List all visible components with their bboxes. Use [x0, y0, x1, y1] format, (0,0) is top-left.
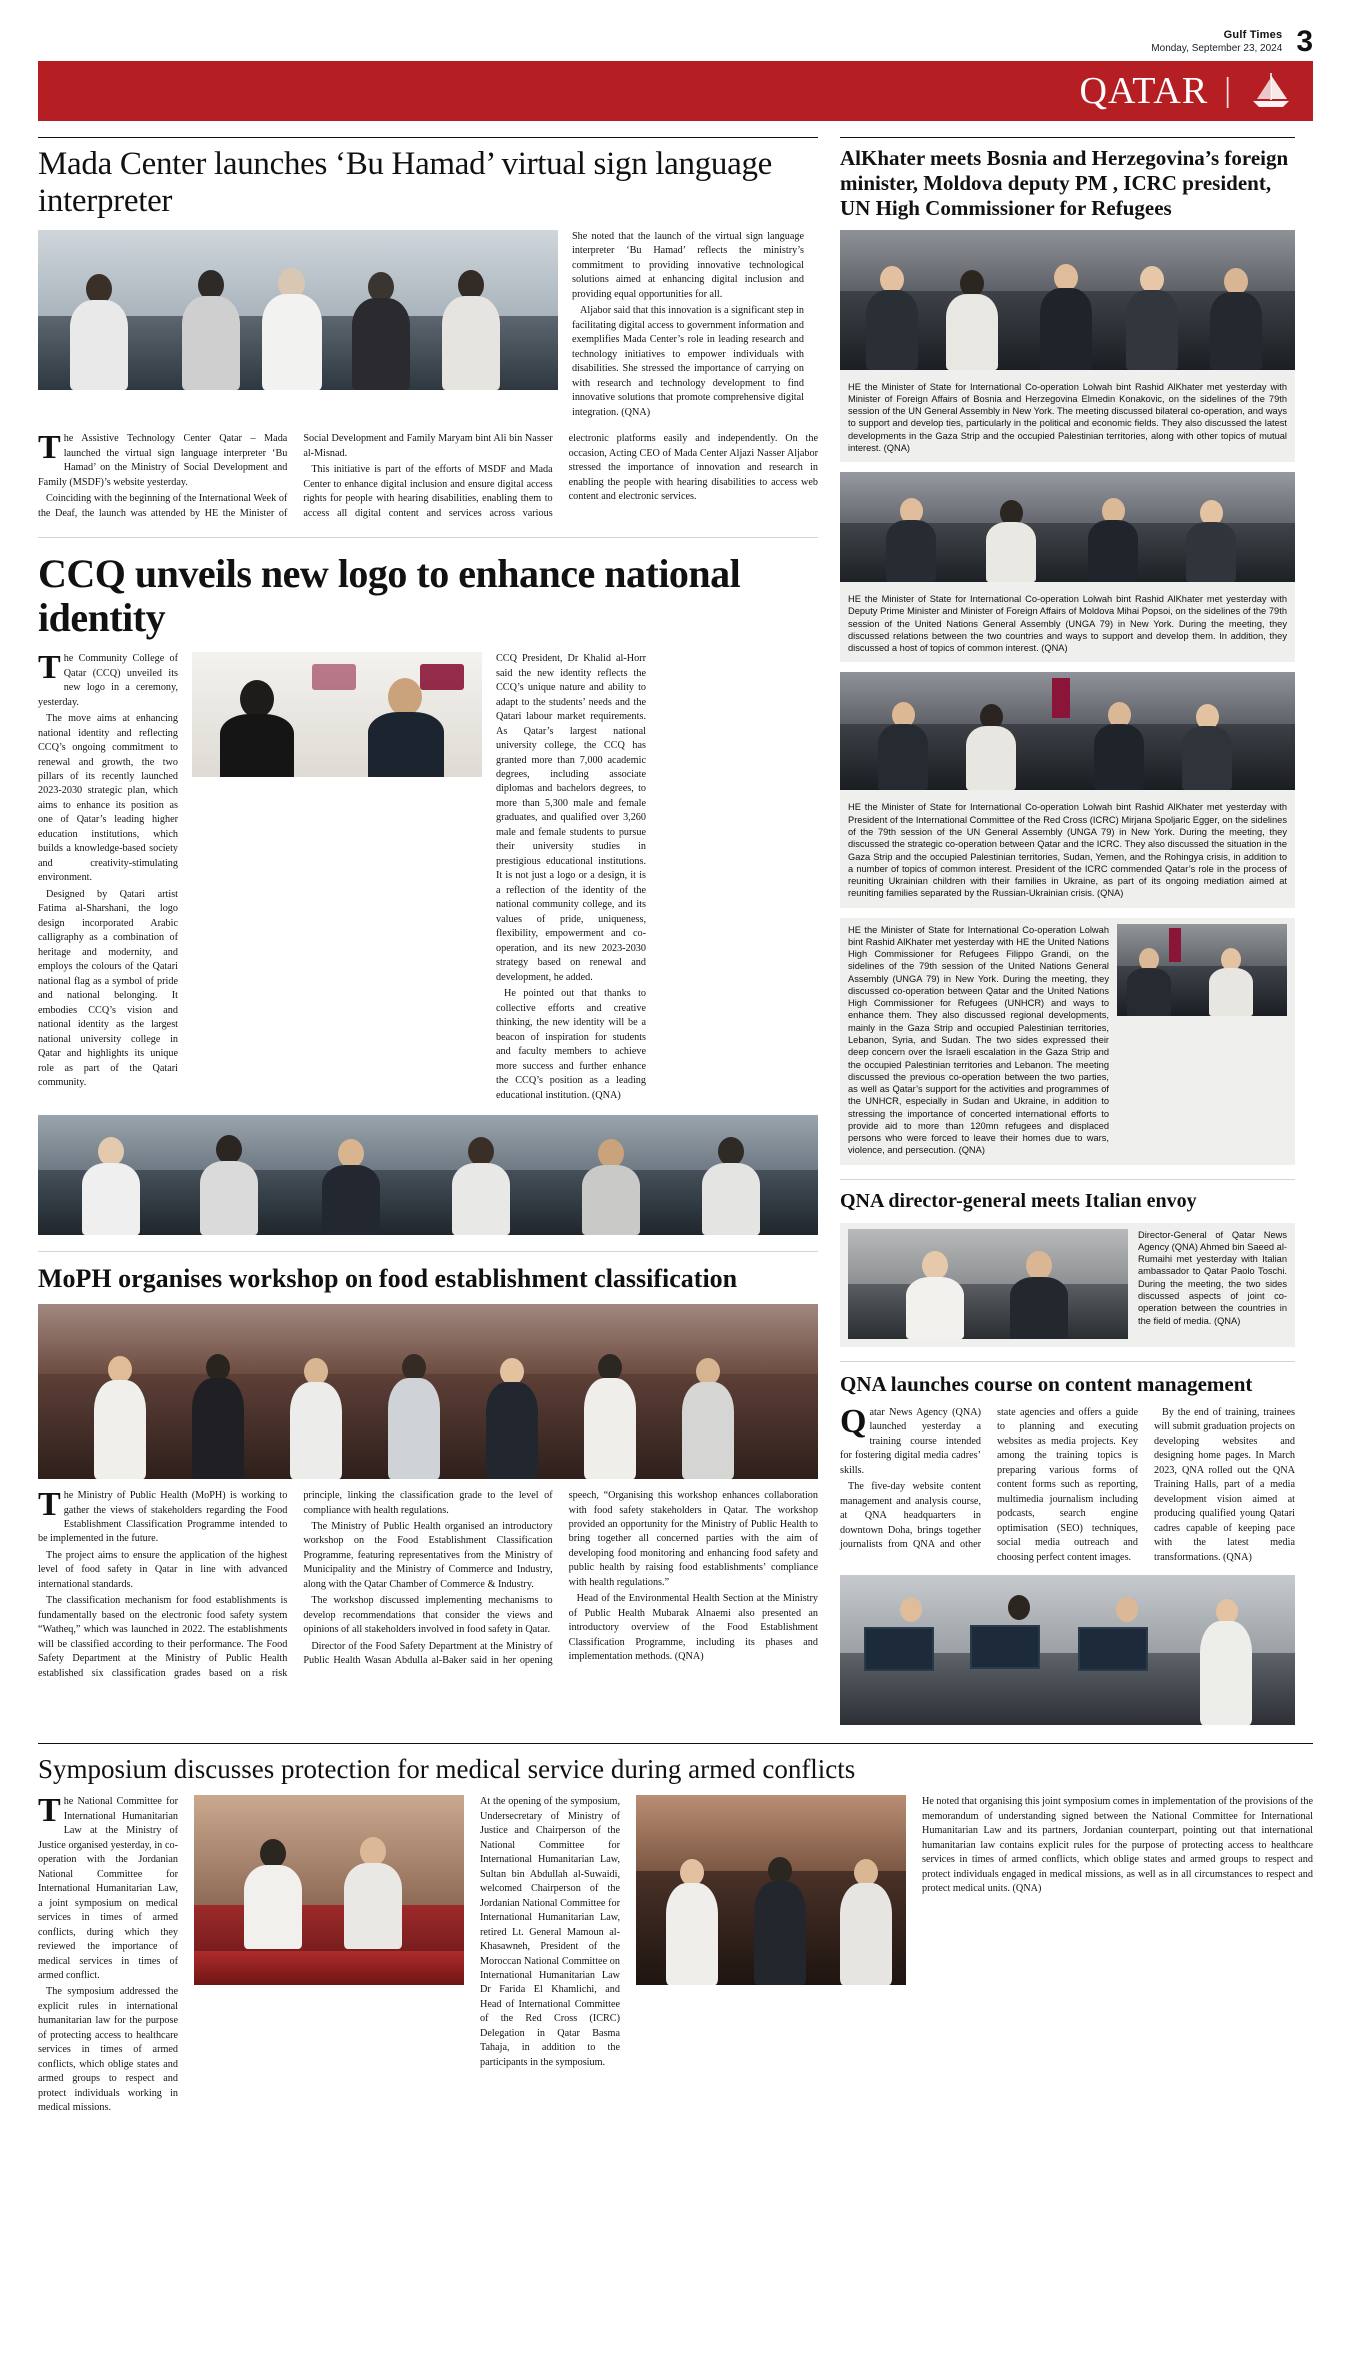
ccq-logo-photo [192, 652, 482, 777]
alkhater-caption-2: HE the Minister of State for International Co-operation Lolwah bint Rashid AlKhater met yesterday with Deputy Prime Minister and Minister of Foreign Affairs of Moldova Mihai Popsoi, on the sidelines of the 79th session of the United Nations General Assembly (UNGA 79) in New York. During the meeting, they discussed relations between the two countries and ways to support and develop them. In addition, they discussed a host of topics of common interest. (QNA) [848, 594, 1287, 654]
moph-para-5: The workshop discussed implementing mechanisms to develop recommendations that consider the views and opinions of all stakeholders involved in food safety in Qatar. [303, 1595, 553, 1636]
section-divider: | [1224, 72, 1231, 109]
qna-training-course-photo [840, 1575, 1295, 1725]
symposium-para-1: The National Committee for International Humanitarian Law at the Ministry of Justice organised yesterday, in co-operation with the Jordanian National Committee for International Humanitarian Law, a joint symposium on medical services in times of armed conflicts, during which they reviewed the importance of medical services in times of armed conflict. [38, 1792, 178, 1981]
alkhater-caption-4-part1: HE the Minister of State for International Co-operation Lolwah bint Rashid AlKhater met yesterday with HE the United Nations High Commissioner for Refugees Filippo Grandi, on the sidelines of the 79th session of the United Nations General Assembly (UNGA 79) in New York. During the meeting, they discussed co-operation between Qatar and the United Nations High Commissioner for Refugees (UNHCR) and ways to enhance them. They also discussed regional developments, mainly in the Gaza Strip and occupied Palestinian territories, Lebanon, Syria, and Sudan. The two sides expressed their deep concern over the Israeli escalation in the Gaza Strip and the occupied Palestinian territories and Lebanon. The meeting discussed the previous co-operation between the two parties, as well as Qatar’s support for the activities and programmes of the UNHCR, especially in Sudan and Ukraine, in addition to stressing the importance of concerted international efforts to provide aid to more than 120mn refugees and displaced persons who were forced to leave their homes due to wars, violence, and persecution. (QNA) [848, 924, 1109, 1156]
ccq-headline: CCQ unveils new logo to enhance national identity [38, 551, 741, 641]
article-qna-course [840, 1372, 1295, 1725]
moph-para-4: The Ministry of Public Health organised an introductory workshop on the Food Establishment Classification Programme, featuring representatives from the Ministry of Municipality and the Ministry of Commerce and Industry, along with the Qatar Chamber of Commerce & Industry. [303, 1520, 553, 1590]
article-mada [38, 137, 818, 521]
mada-para-3: This initiative is part of the efforts of MSDF and Mada Center to enhance digital inclusion and ensure digital access rights for people with hearing disabilities, enabling them to access all digital content and services across various electronic platforms easily and independently. On the occasion, Acting CEO of Mada Center Aljazi Nasser Aljabor stressed the importance of innovation and research in enabling the people with hearing disabilities to access web content and electronic services. [303, 433, 818, 519]
symposium-para-2: The symposium addressed the explicit rules in international humanitarian law for the purpose of protecting access to healthcare services in times of armed conflicts, which oblige states and armed groups to respect and protect individuals working in medical missions. [38, 1986, 178, 2114]
ccq-body-col1 [38, 649, 178, 1105]
moph-body [38, 1486, 818, 1681]
moph-para-6: Director of the Food Safety Department at the Ministry of Public Health Wasan Abdulla al-Baker said in her opening speech, “Organising this workshop enhances collaboration with food safety stakeholders in Qatar. The workshop provided an opportunity for the Ministry of Public Health to bring together all concerned parties with the aim of developing food monitoring and enhancing food safety and public health by raising food establishments’ compliance with health regulations.” [303, 1490, 818, 1667]
ccq-body-col3 [496, 652, 646, 1105]
ccq-para-1: The Community College of Qatar (CCQ) unveiled its new logo in a ceremony, yesterday. [38, 649, 178, 708]
top-section [38, 137, 1313, 1725]
symposium-col-1 [38, 1792, 178, 2118]
mada-headline: Mada Center launches ‘Bu Hamad’ virtual sign language interpreter [38, 146, 772, 219]
ccq-ceremony-photo [38, 1115, 818, 1235]
alkhater-bosnia-meeting-photo [840, 230, 1295, 370]
mada-body-right [572, 230, 804, 422]
issue-date: Monday, September 23, 2024 [1151, 42, 1283, 54]
alkhater-item-4 [840, 918, 1295, 1165]
alkhater-item-3 [840, 672, 1295, 907]
alkhater-item-2 [840, 472, 1295, 662]
mada-para-5: Aljabor said that this innovation is a significant step in facilitating digital access to government information and exemplifies Mada Center’s role in leading research and technology initiatives to empower individuals with disabilities. She stressed the importance of carrying on with research and technology development to find innovative solutions that promote comprehensive digital integration. (QNA) [572, 305, 804, 418]
ccq-logo-photo-wrap [192, 652, 482, 1105]
masthead [38, 0, 1313, 61]
mada-center-launch-photo [38, 230, 558, 390]
alkhater-caption-3: HE the Minister of State for International Co-operation Lolwah bint Rashid AlKhater met yesterday with President of the International Committee of the Red Cross (ICRC) Mirjana Spoljaric Egger, on the sidelines of the 79th session of the UN General Assembly (UNGA 79) in New York. During the meeting, they discussed the strategic co-operation between Qatar and the ICRC. They also discussed the situation in the Gaza Strip and the occupied Palestinian territories, Sudan, Yemen, and the Rohingya crisis, in addition to a number of topics of common interest. President of the ICRC commended Qatar’s role in the process of reuniting Ukrainian children with their families in Ukraine, as part of its ongoing mediation aimed at reuniting families separated by the Russian-Ukrainian crisis. (QNA) [848, 802, 1287, 899]
qna-italy-headline: QNA director-general meets Italian envoy [840, 1189, 1197, 1212]
symposium-col-2 [480, 1795, 620, 2118]
alkhater-caption-1: HE the Minister of State for International Co-operation Lolwah bint Rashid AlKhater met yesterday with Minister of Foreign Affairs of Bosnia and Herzegovina Elmedin Konakovic, on the sidelines of the 79th session of the UN General Assembly in New York. The meeting discussed bilateral co-operation, and ways to support and develop ties, particularly in the political and economic fields. They also discussed the latest developments in the Gaza Strip and the occupied Palestinian territories, along with other topics of mutual interest. (QNA) [848, 381, 1287, 453]
alkhater-item-1 [840, 230, 1295, 463]
paper-name: Gulf Times [1223, 28, 1283, 41]
page-number: 3 [1296, 25, 1313, 58]
symposium-panel-photo [636, 1795, 906, 1985]
qna-course-body [840, 1402, 1295, 1565]
moph-headline: MoPH organises workshop on food establishment classification [38, 1264, 738, 1294]
dhow-boat-icon [1247, 69, 1295, 113]
qna-course-para-2: The five-day website content management and analysis course, at QNA headquarters in downtown Doha, brings together journalists from QNA and other state agencies and offers a guide to planning and executing websites as media projects. Key among the training topics is preparing various forms of content forms such as reporting, multimedia journalism including podcasts, search engine optimisation (SEO) techniques, social media outreach and choosing perfect content images. [840, 1406, 1138, 1563]
mada-para-4: She noted that the launch of the virtual sign language interpreter ‘Bu Hamad’ reflects the ministry’s commitment to providing innovative technological solutions aimed at enhancing digital inclusion and providing equal opportunities for all. [572, 230, 804, 300]
moph-workshop-group-photo [38, 1304, 818, 1479]
moph-para-1: The Ministry of Public Health (MoPH) is working to gather the views of stakeholders regarding the Food Establishment Classification Programme intended to be implemented in the future. [38, 1486, 288, 1545]
symposium-col-3 [922, 1795, 1313, 2118]
article-symposium [38, 1743, 1313, 2118]
article-qna-italy [840, 1190, 1295, 1347]
alkhater-unhcr-meeting-photo [1117, 924, 1287, 1016]
moph-para-3: The classification mechanism for food establishments is fundamentally based on the electronic food safety system “Watheq,” which was launched in 2022. The establishments will be classified according to their performance. The Food Safety Department at the Ministry of Public Health established six classification grades based on a risk principle, linking the classification grade to the level of compliance with health regulations. [38, 1490, 553, 1679]
symposium-para-3: At the opening of the symposium, Undersecretary of Ministry of Justice and Chairperson of the National Committee for International Humanitarian Law, Sultan bin Abdullah al-Suwaidi, welcomed Chairperson of the Jordanian National Committee for International Humanitarian Law, retired Lt. General Mamoun al-Khasawneh, President of the Moroccan National Committee on International Humanitarian Law Dr Farida El Khamlichi, and Head of International Committee of the Red Cross (ICRC) Delegation in Qatar Basma Tahaja, in addition to the participants in the symposium. [480, 1796, 620, 2068]
left-column [38, 137, 818, 1725]
mada-para-1: The Assistive Technology Center Qatar – Mada launched the virtual sign language interpreter ‘Bu Hamad’ on the Ministry of Social Development and Family (MSDF)’s website yesterday. [38, 429, 288, 488]
mada-para-2: Coinciding with the beginning of the International Week of the Deaf, the launch was attended by HE the Minister of Social Development and Family Maryam bint Ali bin Nasser al-Misnad. [38, 433, 553, 519]
alkhater-moldova-meeting-photo [840, 472, 1295, 582]
ccq-para-2: The move aims at enhancing national identity and reflecting CCQ’s ongoing commitment to renewal and growth, the two pillars of its recently launched 2023-2030 strategic plan, which aims to enhance its position as one of Qatar’s leading higher education institutions, which builds a knowledge-based society and creativity-stimulating environment. [38, 713, 178, 884]
symposium-headline: Symposium discusses protection for medical service during armed conflicts [38, 1754, 856, 1785]
ccq-para-3: Designed by Qatari artist Fatima al-Sharshani, the logo design incorporated Arabic calligraphy as a combination of heritage and modernity, and employs the colours of the Qatari national flag as a symbol of pride and national belonging. It embodies CCQ’s vision and national identity as the largest national university college in Qatar and highlights its unique role as part of the Qatari community. [38, 888, 178, 1089]
qna-italian-envoy-photo [848, 1229, 1128, 1339]
qna-course-para-3: By the end of training, trainees will submit graduation projects on developing websites and designing home pages. In March 2023, QNA rolled out the QNA Training Halls, part of a media development vision aimed at producing qualified young Qatari cadres capable of keeping pace with the latest media transformations. (QNA) [1154, 1406, 1295, 1563]
qna-italy-body: Director-General of Qatar News Agency (QNA) Ahmed bin Saeed al-Rumaihi met yesterday with Italian ambassador to Qatar Paolo Toschi. During the meeting, the two sides discussed aspects of joint co-operation between the countries in the field of media. (QNA) [1138, 1229, 1287, 1326]
article-moph [38, 1264, 818, 1681]
symposium-opening-photo [194, 1795, 464, 1985]
section-title: QATAR [1079, 70, 1209, 112]
moph-para-2: The project aims to ensure the application of the highest level of food safety in Qatar in line with advanced international standards. [38, 1549, 288, 1590]
qna-course-headline: QNA launches course on content management [840, 1371, 1253, 1396]
masthead-info [1151, 29, 1296, 55]
ccq-para-5: He pointed out that thanks to collective efforts and creative thinking, the new identity will be a beacon of inspiration for students and faculty members to achieve more success and further enhance the CCQ’s position as a leading educational institution. (QNA) [496, 988, 646, 1101]
mada-body-main [38, 429, 818, 521]
moph-para-7: Head of the Environmental Health Section at the Ministry of Public Health Mubarak Alnaemi also presented an introductory overview of the Food Establishment Classification Programme, including its phases and implementation methods. (QNA) [568, 1593, 818, 1663]
article-alkhater [840, 137, 1295, 1165]
symposium-para-4: He noted that organising this joint symposium comes in implementation of the provisions of the memorandum of understanding signed between the National Committee for International Humanitarian Law and its partners, Jordanian counterpart, pointing out that international humanitarian law contains explicit rules for the purpose of protecting access to healthcare services in times of armed conflicts, which oblige states and armed groups to respect and protect individuals engaged in medical missions, as well as in all circumstances to respect and protect medical units. (QNA) [922, 1796, 1313, 1895]
section-bar [38, 61, 1313, 121]
article-ccq [38, 552, 818, 1235]
right-column [840, 137, 1295, 1725]
alkhater-headline: AlKhater meets Bosnia and Herzegovina’s foreign minister, Moldova deputy PM , ICRC president, UN High Commissioner for Refugees [840, 146, 1289, 221]
qna-course-para-1: Qatar News Agency (QNA) launched yesterday a training course intended for fostering digital media cadres’ skills. [840, 1402, 981, 1476]
ccq-para-4: CCQ President, Dr Khalid al-Horr said the new identity reflects the CCQ’s unique nature and ability to adapt to the students’ needs and the Qatari labour market requirements. As Qatar’s largest national university college, the CCQ has granted more than 7,000 academic degrees, including associate diplomas and bachelors degrees, to more than 5,300 male and female graduates, and qualified over 3,260 male and female students to pursue their university studies in prestigious educational institutions. It is not just a logo or a design, it is a reflection of the identity of the national community college, and its values of pride, uniqueness, flexibility, empowerment and co-operation, and its new 2023-2030 strategy based on renewal and development, he added. [496, 653, 646, 983]
alkhater-icrc-meeting-photo [840, 672, 1295, 790]
